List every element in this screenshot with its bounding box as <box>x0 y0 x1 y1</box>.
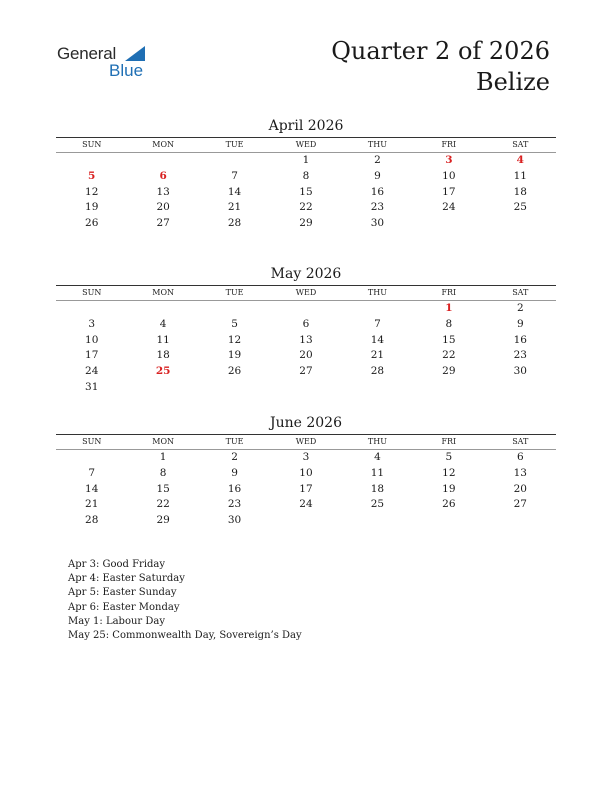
weekday-label: FRI <box>441 437 457 446</box>
empty-day-cell <box>127 153 198 169</box>
day-cell: 18 <box>156 349 170 362</box>
empty-day-cell <box>270 301 341 317</box>
day-cell: 29 <box>442 365 456 378</box>
day-cell: 10 <box>442 169 456 182</box>
day-cell: 1 <box>302 154 310 166</box>
day-cell: 29 <box>156 514 170 527</box>
day-cell: 13 <box>156 185 170 198</box>
day-cell: 27 <box>156 217 170 230</box>
day-cell: 10 <box>85 333 99 346</box>
day-cell: 27 <box>513 498 527 511</box>
day-cell: 24 <box>85 365 99 378</box>
holiday-note: Apr 5: Easter Sunday <box>68 587 177 599</box>
day-cell: 14 <box>227 185 242 198</box>
weekday-label: TUE <box>225 437 244 446</box>
day-cell: 5 <box>445 451 453 463</box>
holiday-note: Apr 6: Easter Monday <box>68 601 180 613</box>
day-cell: 17 <box>85 349 99 362</box>
day-cell: 15 <box>299 185 313 198</box>
day-cell: 15 <box>442 333 456 346</box>
weekday-label: SUN <box>82 288 102 297</box>
day-cell: 25 <box>370 498 385 511</box>
day-cell: 13 <box>513 466 527 479</box>
day-cell: 26 <box>227 365 242 378</box>
holiday-note: Apr 3: Good Friday <box>68 559 166 570</box>
day-cell: 12 <box>227 333 242 346</box>
empty-day-cell <box>127 301 198 317</box>
day-grid <box>56 450 556 529</box>
title-quarter: Quarter 2 of 2026 <box>331 37 550 65</box>
day-cell: 28 <box>85 514 99 527</box>
weekday-label: SUN <box>82 437 102 446</box>
day-cell: 12 <box>85 185 99 198</box>
day-grid <box>56 153 556 232</box>
day-cell: 16 <box>513 333 527 346</box>
holiday-note: Apr 4: Easter Saturday <box>68 573 185 585</box>
day-cell: 9 <box>516 317 524 330</box>
day-cell: 18 <box>370 482 385 495</box>
day-cell: 7 <box>231 169 238 182</box>
weekday-header <box>56 286 556 300</box>
empty-day-cell <box>56 153 127 169</box>
weekday-label: FRI <box>441 288 457 297</box>
day-cell: 2 <box>374 154 381 166</box>
day-cell: 14 <box>370 333 385 346</box>
empty-day-cell <box>56 301 127 317</box>
day-cell: 17 <box>442 185 456 198</box>
weekday-label: SAT <box>512 288 529 297</box>
day-cell: 13 <box>299 333 313 346</box>
weekday-label: THU <box>367 140 387 149</box>
title-country: Belize <box>475 68 550 96</box>
holiday-day-cell: 1 <box>445 302 453 314</box>
day-cell: 20 <box>299 349 313 362</box>
weekday-label: MON <box>152 140 174 149</box>
day-cell: 20 <box>513 482 527 495</box>
holiday-day-cell: 6 <box>159 169 167 182</box>
day-cell: 6 <box>302 317 310 330</box>
day-cell: 21 <box>85 498 99 511</box>
day-cell: 16 <box>370 185 385 198</box>
day-cell: 24 <box>299 498 313 511</box>
day-cell: 4 <box>374 451 381 463</box>
day-cell: 11 <box>370 466 385 479</box>
day-cell: 29 <box>299 217 313 230</box>
day-cell: 4 <box>159 317 167 330</box>
month-name: June 2026 <box>269 415 342 431</box>
day-cell: 5 <box>231 317 238 330</box>
weekday-label: SAT <box>512 140 529 149</box>
day-cell: 23 <box>513 349 527 362</box>
day-cell: 3 <box>88 317 96 330</box>
day-cell: 8 <box>159 466 167 479</box>
logo-word-general: General <box>57 44 117 63</box>
day-cell: 21 <box>227 201 242 214</box>
month-april <box>56 117 556 232</box>
day-cell: 2 <box>231 451 238 463</box>
day-cell: 18 <box>513 185 527 198</box>
day-cell: 22 <box>156 498 170 511</box>
holiday-day-cell: 3 <box>445 154 453 166</box>
weekday-label: WED <box>295 288 317 297</box>
day-cell: 6 <box>516 451 524 463</box>
month-may <box>56 265 556 396</box>
holiday-day-cell: 5 <box>88 169 96 182</box>
holiday-note: May 1: Labour Day <box>68 615 165 627</box>
page-title <box>331 36 550 98</box>
weekday-label: MON <box>152 437 174 446</box>
day-cell: 16 <box>227 482 242 495</box>
day-cell: 27 <box>299 365 313 378</box>
day-cell: 21 <box>370 349 385 362</box>
weekday-header <box>56 435 556 449</box>
day-cell: 7 <box>88 466 96 479</box>
day-cell: 23 <box>370 201 385 214</box>
day-cell: 11 <box>156 333 170 346</box>
logo <box>57 44 167 84</box>
day-cell: 31 <box>85 380 99 393</box>
weekday-header <box>56 138 556 152</box>
weekday-label: FRI <box>441 140 457 149</box>
month-name: April 2026 <box>268 118 344 134</box>
empty-day-cell <box>56 450 127 466</box>
day-cell: 12 <box>442 466 456 479</box>
day-cell: 22 <box>299 201 313 214</box>
month-june <box>56 414 556 529</box>
empty-day-cell <box>199 153 270 169</box>
day-cell: 19 <box>442 482 456 495</box>
holiday-note: May 25: Commonwealth Day, Sovereign’s Day <box>68 630 302 642</box>
empty-day-cell <box>342 301 413 317</box>
day-cell: 11 <box>513 169 527 182</box>
day-cell: 28 <box>370 365 385 378</box>
holiday-day-cell: 4 <box>516 154 524 166</box>
weekday-label: TUE <box>225 288 244 297</box>
weekday-label: MON <box>152 288 174 297</box>
day-cell: 26 <box>442 498 456 511</box>
day-cell: 14 <box>85 482 99 495</box>
day-cell: 28 <box>227 217 242 230</box>
day-cell: 19 <box>85 201 99 214</box>
day-cell: 20 <box>156 201 170 214</box>
day-cell: 10 <box>299 466 313 479</box>
weekday-label: THU <box>367 288 387 297</box>
day-cell: 22 <box>442 349 456 362</box>
day-cell: 19 <box>227 349 242 362</box>
weekday-label: SUN <box>82 140 102 149</box>
holiday-notes <box>68 558 302 643</box>
empty-day-cell <box>199 301 270 317</box>
day-cell: 30 <box>370 217 385 230</box>
day-cell: 25 <box>513 201 527 214</box>
weekday-label: TUE <box>225 140 244 149</box>
weekday-label: THU <box>367 437 387 446</box>
day-cell: 30 <box>513 365 527 378</box>
month-name: May 2026 <box>270 266 342 282</box>
day-cell: 1 <box>159 451 167 463</box>
day-grid <box>56 301 556 396</box>
day-cell: 8 <box>445 317 453 330</box>
day-cell: 8 <box>302 169 310 182</box>
day-cell: 9 <box>231 466 238 479</box>
weekday-label: WED <box>295 140 317 149</box>
day-cell: 9 <box>374 169 381 182</box>
day-cell: 23 <box>227 498 242 511</box>
weekday-label: SAT <box>512 437 529 446</box>
day-cell: 2 <box>516 302 524 314</box>
day-cell: 3 <box>302 451 310 463</box>
day-cell: 24 <box>442 201 456 214</box>
day-cell: 30 <box>227 514 242 527</box>
day-cell: 7 <box>374 317 381 330</box>
day-cell: 17 <box>299 482 313 495</box>
day-cell: 26 <box>85 217 99 230</box>
weekday-label: WED <box>295 437 317 446</box>
logo-triangle-icon <box>125 46 145 61</box>
holiday-day-cell: 25 <box>155 365 171 378</box>
day-cell: 15 <box>156 482 170 495</box>
logo-word-blue: Blue <box>109 61 144 80</box>
